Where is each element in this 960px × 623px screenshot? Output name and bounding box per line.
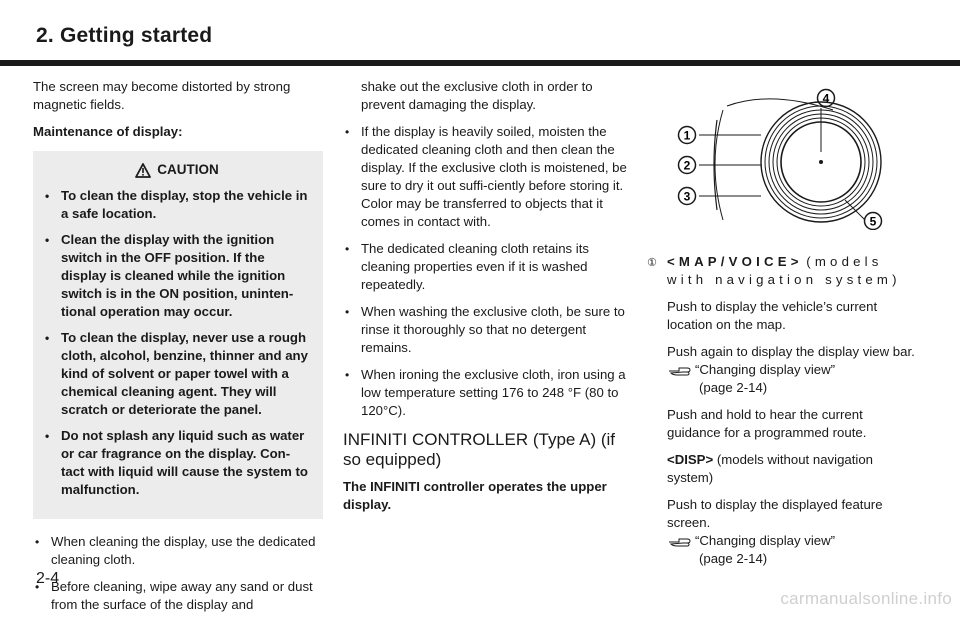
callout-1 bbox=[679, 127, 696, 144]
caution-item: • Clean the display with the ignition switch in the OFF position. If the display is cleaned while the ignition switch is in the ON position, uninten-tional operation may occur. bbox=[43, 231, 311, 321]
caution-item: • To clean the display, never use a rough cloth, alcohol, benzine, thinner and any kind of solvent or paper towel with a chemical cleaning agent. They will scratch or deteriorate the panel. bbox=[43, 329, 311, 419]
page-reference[interactable] bbox=[667, 532, 917, 568]
watermark: carmanualsonline.info bbox=[780, 589, 952, 608]
controller-lead: The INFINITI controller operates the upper display. bbox=[343, 479, 607, 512]
list-item: • When ironing the exclusive cloth, iron using a low temperature setting 176 to 248 °F (80 to 120°C). bbox=[343, 366, 633, 420]
controller-heading: INFINITI CONTROLLER (Type A) (if so equipped) bbox=[343, 430, 616, 469]
intro-paragraph: The screen may become distorted by strong magnetic fields. bbox=[33, 79, 291, 112]
list-item: • The dedicated cleaning cloth retains its cleaning properties even if it is washed repeatedly. bbox=[343, 240, 633, 294]
svg-text:4: 4 bbox=[822, 91, 830, 106]
middle-column bbox=[343, 78, 633, 523]
cleaning-list bbox=[33, 533, 323, 614]
cloth-care-list bbox=[343, 123, 633, 420]
ref-page: (page 2-14) bbox=[699, 380, 768, 395]
right-column bbox=[647, 80, 917, 577]
item-map-voice bbox=[647, 253, 917, 298]
feature-screen-paragraph: Push to display the displayed feature screen. bbox=[667, 497, 883, 530]
left-column bbox=[33, 78, 323, 623]
list-item: • If the display is heavily soiled, moisten the dedicated cleaning cloth and then clean the display. If the exclusive cloth is moistened, be sure to dry it out suffi-ciently before storing it. Color may be transferred to objects that it comes in contact with. bbox=[343, 123, 633, 231]
disp-suffix: (models without navigation system) bbox=[667, 452, 873, 485]
map-voice-key: <MAP/VOICE> bbox=[667, 254, 803, 269]
continuation-text: shake out the exclusive cloth in order to prevent damaging the display. bbox=[361, 79, 593, 112]
header-bar bbox=[0, 0, 960, 66]
callout-3 bbox=[679, 188, 696, 205]
caution-title: CAUTION bbox=[157, 162, 219, 177]
callout-5 bbox=[865, 213, 882, 230]
ref-title: “Changing display view” bbox=[695, 362, 836, 377]
warning-icon bbox=[135, 163, 151, 178]
caution-list bbox=[43, 187, 311, 499]
callout-4 bbox=[818, 90, 835, 107]
section-title: 2. Getting started bbox=[36, 24, 213, 47]
svg-text:5: 5 bbox=[869, 214, 877, 229]
list-item: • When washing the exclusive cloth, be sure to rinse it thoroughly so that no detergent remains. bbox=[343, 303, 633, 357]
ref-page: (page 2-14) bbox=[699, 551, 768, 566]
reference-hand-icon bbox=[667, 534, 693, 548]
caution-box bbox=[33, 151, 323, 519]
reference-hand-icon bbox=[667, 363, 693, 377]
caution-item: • To clean the display, stop the vehicle in a safe location. bbox=[43, 187, 311, 223]
page-number: 2-4 bbox=[36, 570, 60, 587]
page-reference[interactable] bbox=[667, 361, 917, 397]
ref-title: “Changing display view” bbox=[695, 533, 836, 548]
map-voice-suffix: (models with navigation system) bbox=[667, 254, 901, 287]
caution-header bbox=[43, 161, 311, 179]
map-paragraph: Push to display the vehicle’s current location on the map. bbox=[667, 299, 878, 332]
maintenance-heading: Maintenance of display: bbox=[33, 124, 183, 139]
display-view-paragraph: Push again to display the display view bar. bbox=[667, 344, 915, 359]
list-item: • When cleaning the display, use the dedicated cleaning cloth. bbox=[33, 533, 323, 569]
disp-key: <DISP> bbox=[667, 452, 714, 467]
controller-diagram bbox=[653, 80, 885, 230]
list-item: • Before cleaning, wipe away any sand or dust from the surface of the display and bbox=[33, 578, 323, 614]
svg-text:1: 1 bbox=[683, 128, 691, 143]
callout-2 bbox=[679, 157, 696, 174]
svg-text:2: 2 bbox=[683, 158, 691, 173]
item-marker: ① bbox=[647, 257, 657, 269]
guidance-paragraph: Push and hold to hear the current guidance for a programmed route. bbox=[667, 407, 867, 440]
caution-item: • Do not splash any liquid such as water or car fragrance on the display. Con-tact with liquid will cause the system to malfunction. bbox=[43, 427, 311, 499]
svg-text:3: 3 bbox=[683, 189, 691, 204]
